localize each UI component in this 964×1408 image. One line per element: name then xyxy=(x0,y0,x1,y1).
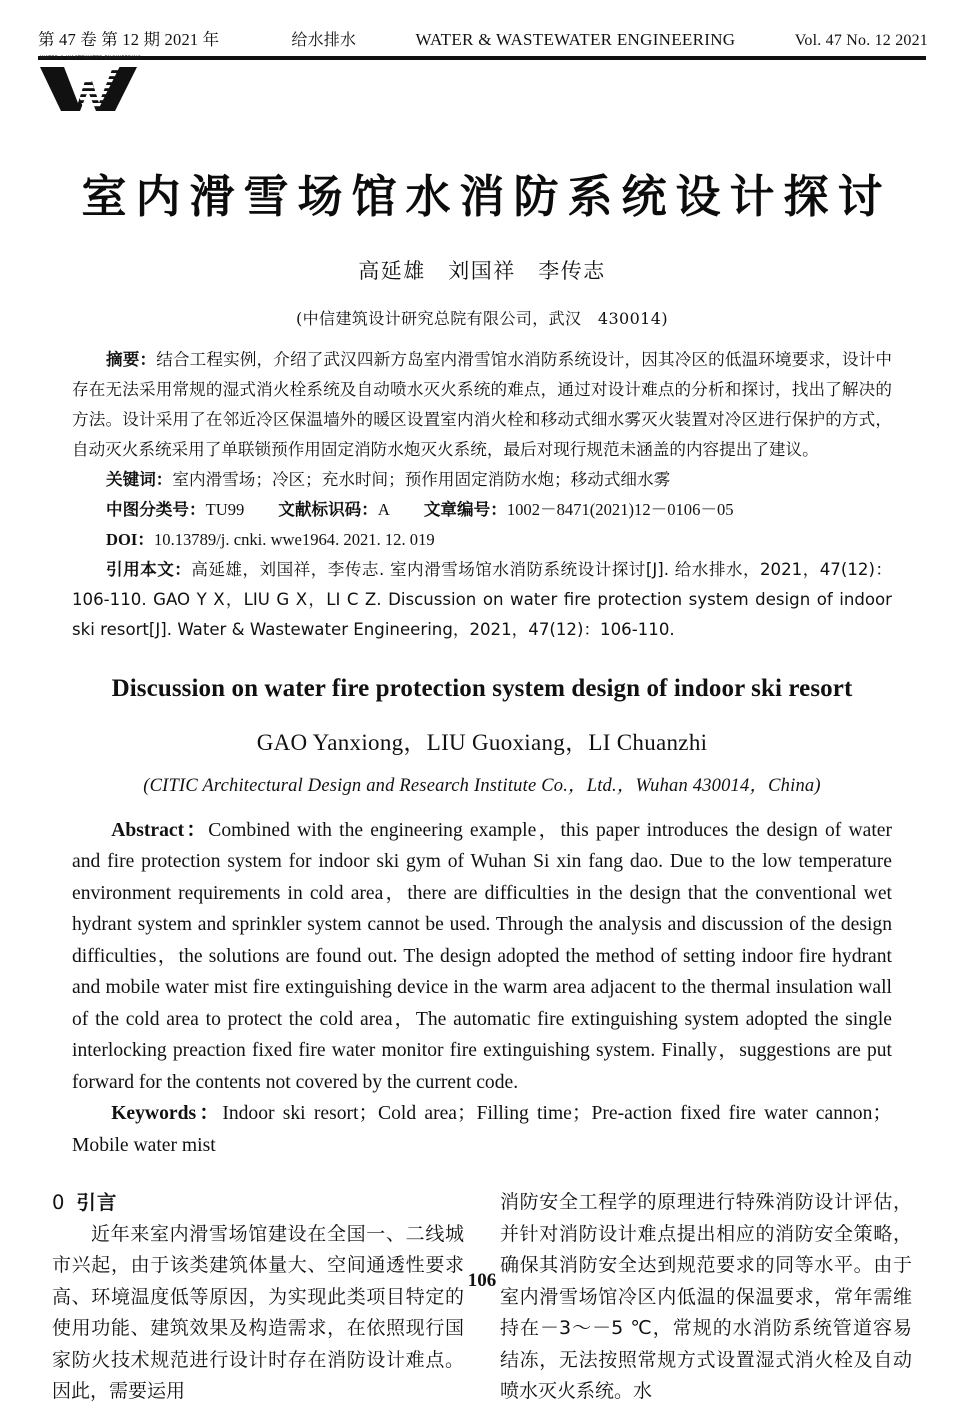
journal-logo-w-icon xyxy=(38,64,150,112)
article-id-value: 1002－8471(2021)12－0106－05 xyxy=(506,500,734,520)
running-head-journal-cn: 给水排水 xyxy=(291,30,357,49)
citation-label: 引用本文： xyxy=(106,560,192,580)
abstract-en xyxy=(72,815,892,1099)
english-abstract-block xyxy=(72,815,892,1162)
running-head-volume-en: Vol. 47 No. 12 2021 xyxy=(794,32,928,49)
journal-logo xyxy=(38,56,158,114)
clc-label: 中图分类号： xyxy=(106,500,206,520)
doi-label: DOI： xyxy=(106,530,154,550)
doi-line xyxy=(72,525,892,555)
keywords-cn-label: 关键词： xyxy=(106,470,173,490)
body-columns xyxy=(52,1187,912,1408)
affiliation-en: (CITIC Architectural Design and Research Institute Co.，Ltd.，Wuhan 430014，China) xyxy=(143,775,821,796)
clc-value: TU99 xyxy=(205,500,245,520)
body-paragraph-right: 消防安全工程学的原理进行特殊消防设计评估，并针对消防设计难点提出相应的消防安全策略，确保其消防安全达到规范要求的同等水平。由于室内滑雪场馆冷区内低温的保温要求，常年需维持在－3～－5 ℃，常规的水消防系统管道容易结冻，无法按照常规方式设置湿式消火栓及自动喷水灭火系统。水 xyxy=(500,1191,912,1403)
affiliation-cn: (中信建筑设计研究总院有限公司，武汉 430014) xyxy=(296,309,668,329)
citation-line xyxy=(72,555,892,645)
keywords-cn-text: 室内滑雪场；冷区；充水时间；预作用固定消防水炮；移动式细水雾 xyxy=(172,470,671,490)
body-column-right xyxy=(500,1187,912,1408)
abstract-cn xyxy=(72,345,892,465)
doc-code-label: 文献标识码： xyxy=(278,500,378,520)
classification-line xyxy=(72,495,892,525)
page-title-en: Discussion on water fire protection system design of indoor ski resort xyxy=(111,675,853,703)
doi-value[interactable]: 10.13789/j. cnki. wwe1964. 2021. 12. 019 xyxy=(153,530,435,550)
doc-code-value: A xyxy=(377,500,390,520)
authors-en: GAO Yanxiong，LIU Guoxiang，LI Chuanzhi xyxy=(256,729,708,755)
page-title-cn: 室内滑雪场馆水消防系统设计探讨 xyxy=(81,170,892,223)
running-head-journal-en: WATER & WASTEWATER ENGINEERING xyxy=(415,30,736,49)
running-head-volume-cn: 第 47 卷 第 12 期 2021 年 xyxy=(38,30,220,49)
citation-text: 高延雄，刘国祥，李传志. 室内滑雪场馆水消防系统设计探讨[J]. 给水排水，2021，47(12)：106-110. GAO Y X，LIU G X，LI C Z. Discussion on water fire protection system design of indoor ski resort[J]. Water & Wastewater Engineering，2021，47(12)：106-110. xyxy=(72,560,892,640)
abstract-en-text: Combined with the engineering example，this paper introduces the design of water and fire protection system for indoor ski gym of Wuhan Si xin fang dao. Due to the low temperature environment requirements in cold area，there are difficulties in the design that the conventional wet hydrant system and sprinkler system cannot be used. Through the analysis and discussion of the design difficulties，the solutions are found out. The design adopted the method of setting indoor fire hydrant and mobile water mist fire extinguishing device in the warm area adjacent to the thermal insulation wall of the cold area to protect the cold area，The automatic fire extinguishing system adopted the single interlocking preaction fixed fire water monitor fire extinguishing system. Finally，suggestions are put forward for the contents not covered by the current code. xyxy=(72,819,892,1093)
abstract-cn-label: 摘要： xyxy=(106,350,157,370)
abstract-cn-text: 结合工程实例，介绍了武汉四新方岛室内滑雪馆水消防系统设计，因其冷区的低温环境要求，设计中存在无法采用常规的湿式消火栓系统及自动喷水灭火系统的难点，通过对设计难点的分析和探讨，找出了解决的方法。设计采用了在邻近冷区保温墙外的暖区设置室内消火栓和移动式细水雾灭火装置对冷区进行保护的方式，自动灭火系统采用了单联锁预作用固定消防水炮灭火系统，最后对现行规范未涵盖的内容提出了建议。 xyxy=(72,350,893,460)
keywords-en-label: Keywords： xyxy=(111,1103,223,1125)
keywords-en-text: Indoor ski resort；Cold area；Filling time；Pre-action fixed fire water cannon；Mobile water mist xyxy=(72,1103,892,1156)
keywords-cn xyxy=(72,465,892,495)
header-rule xyxy=(38,56,926,60)
section-heading xyxy=(52,1187,464,1219)
body-column-left xyxy=(52,1187,464,1408)
keywords-en xyxy=(72,1098,892,1161)
section-title: 引言 xyxy=(76,1191,118,1215)
chinese-metadata-block xyxy=(72,345,892,645)
running-head xyxy=(30,0,934,50)
section-number: 0 xyxy=(52,1191,65,1215)
body-paragraph-left: 近年来室内滑雪场馆建设在全国一、二线城市兴起，由于该类建筑体量大、空间通透性要求高、环境温度低等原因，为实现此类项目特定的使用功能、建筑效果及构造需求，在依照现行国家防火技术规范进行设计时存在消防设计难点。因此，需要运用 xyxy=(52,1222,464,1403)
article-id-label: 文章编号： xyxy=(423,500,507,520)
authors-cn: 高延雄 刘国祥 李传志 xyxy=(358,259,606,284)
page-number: 106 xyxy=(467,1270,497,1291)
abstract-en-label: Abstract： xyxy=(111,819,209,841)
journal-logo-caption: WATER & WASTEWATER ENGINEERING xyxy=(40,56,142,61)
